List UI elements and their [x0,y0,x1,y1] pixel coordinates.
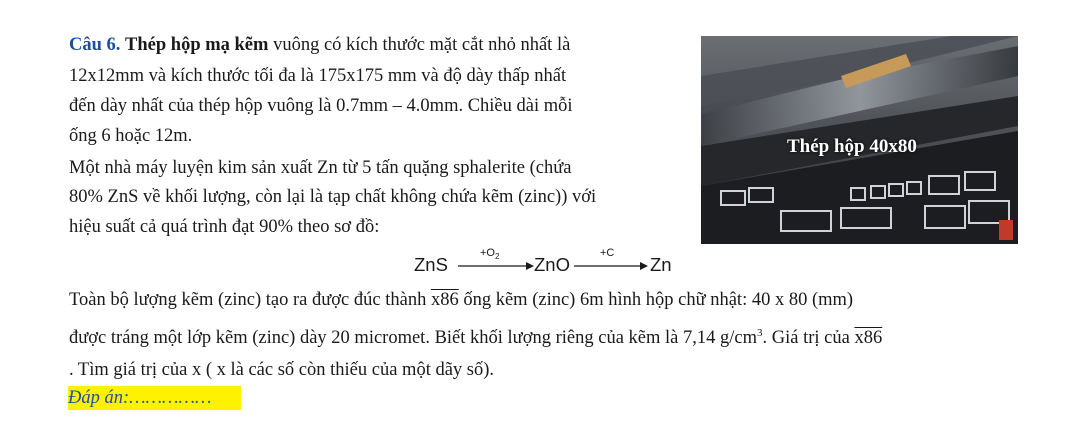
question-number: Câu 6. [69,35,121,55]
reactant-zns: ZnS [414,254,448,275]
answer-label: Đáp án: [68,388,130,408]
photo-caption: Thép hộp 40x80 [787,136,917,157]
question-line-5: Một nhà máy luyện kim sản xuất Zn từ 5 tấn quặng sphalerite (chứa [69,158,572,178]
answer-field[interactable] [68,386,241,410]
arrow-2-label: +C [600,247,615,259]
question-line-2: 12x12mm và kích thước tối đa là 175x175 mm và độ dày thấp nhất [69,66,567,86]
question-line-9: được tráng một lớp kẽm (zinc) dày 20 micromet. Biết khối lượng riêng của kẽm là 7,14 $g/cm^3$. Giá trị của x86 [69,326,883,348]
arrow-1-label: $+O_2$ [480,247,500,262]
question-line-1-text: vuông có kích thước mặt cắt nhỏ nhất là [268,35,571,55]
question-subject: Thép hộp mạ kẽm [125,35,269,55]
question-line-1 [69,33,570,57]
question-line-4: ống 6 hoặc 12m. [69,126,193,146]
question-line-7: hiệu suất cả quá trình đạt 90% theo sơ đồ: [69,217,380,237]
overline-variable-2: x86 [854,328,883,348]
question-line-3: đến dày nhất của thép hộp vuông là 0.7mm – 4.0mm. Chiều dài mỗi [69,96,573,116]
overline-variable: x86 [430,290,459,310]
product-zn: Zn [650,254,672,275]
question-line-8: Toàn bộ lượng kẽm (zinc) tạo ra được đúc thành x86 ống kẽm (zinc) 6m hình hộp chữ nhật: 40 x 80 (mm) [69,290,854,310]
question-line-6: 80% ZnS về khối lượng, còn lại là tạp chất không chứa kẽm (zinc)) với [69,187,597,207]
answer-blank: …………… [129,388,212,408]
intermediate-zno: ZnO [534,254,570,275]
question-line-10: . Tìm giá trị của x ( x là các số còn thiếu của một dãy số). [69,360,495,380]
steel-tubes-photo [701,36,1018,244]
